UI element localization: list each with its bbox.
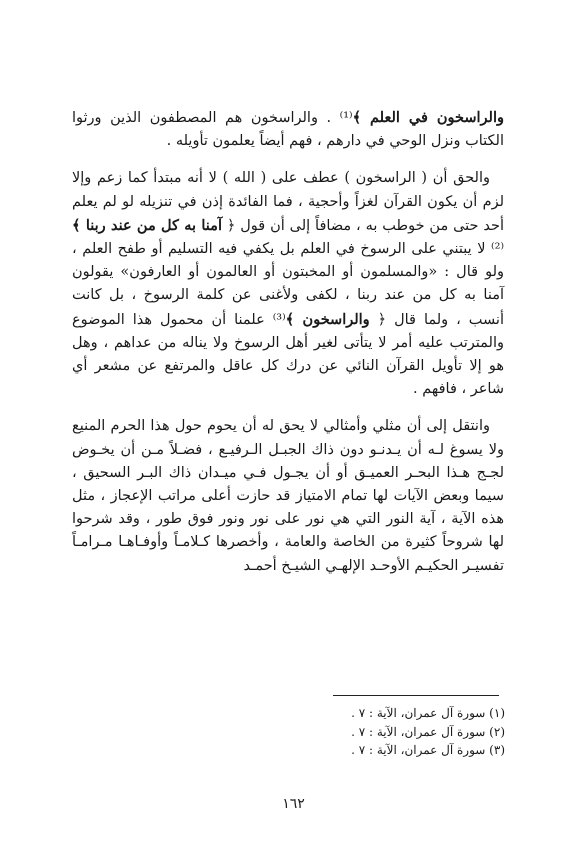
paragraph-text: ⁽³⁾ علمنا أن محمول هذا الموضوع والمترتب عليه أمر لا يتأتى لغير أهل الرسوخ ولا يناله من عداهم ، وهل هو إلا تأويل القرآن النائي عن درك كل عاقل والمرتفع عن مشعر أي شاعر ، فافهم . xyxy=(72,311,504,398)
paragraph-3 xyxy=(72,415,504,577)
footnote-2: (٢) سورة آل عمران، الآية : ٧ . xyxy=(351,724,505,739)
paragraph-text: ⁽¹⁾ . والراسخون هم المصطفون الذين ورثوا الكتاب ونزل الوحي في دارهم ، فهم أيضاً يعلمون تأويله . xyxy=(72,110,504,150)
footnote-3: (٣) سورة آل عمران، الآية : ٧ . xyxy=(351,743,505,757)
footnotes xyxy=(205,704,505,760)
quran-quote: والراسخون في العلم ﴾ xyxy=(352,109,504,126)
paragraph-text: وانتقل إلى أن مثلي وأمثالي لا يحق له أن يحوم حول هذا الحرم المنيع ولا يسوغ لـه أن يـدنـو دون ذاك الجبـل الـرفيـع ، فضـلاً مـن أن يخـوض لجـج هـذا البحـر العميـق أو أن يجـول فـي ميـدان ذاك البـر السحيق ، سيما وبعض الآيات لها تمام الامتياز قد حازت أعلى مراتب الإعجاز ، مثل هذه الآية ، آية النور التي هي نور على نور ونور فوق طور ، وقد شرحوا لها شروحاً كثيرة من الخاصة والعامة ، وأخصرها كـلامـاً وأوفـاهـا مـرامـاً تفسيـر الحكيـم الأوحـد الإلهـي الشيـخ أحمـد xyxy=(72,418,504,574)
paragraph-text: ⁽²⁾ لا يبتني على الرسوخ في العلم بل يكفي فيه التسليم أو طفح العلم ، ولو قال : «والمسلمون أو المخبتون أو العالمون أو العارفون» يقولون آمنا به كل من عند ربنا ، لكفى ولأغنى عن كلمة الرسوخ ، بل كانت أنسب ، ولما قال ﴿ xyxy=(72,241,504,328)
quran-quote: آمنا به كل من عند ربنا ﴾ xyxy=(72,216,222,234)
footnote-divider xyxy=(333,695,499,696)
paragraph-1 xyxy=(72,106,504,153)
footnote-1: (١) سورة آل عمران، الآية : ٧ . xyxy=(351,706,505,720)
main-text xyxy=(72,106,504,578)
page-number: ١٦٢ xyxy=(282,796,305,812)
paragraph-text: والحق أن ( الراسخون ) عطف على ( الله ) لا أنه مبتدأ كما زعم وإلا لزم أن يكون القرآن لغزاً وأحجية ، فما الفائدة إذن في تنزيله لو لم يعلم أحد حتى من خوطب به ، مضافاً إلى أن قول ﴿ xyxy=(72,170,505,234)
paragraph-2 xyxy=(72,167,504,401)
quran-quote: والراسخون ﴾ xyxy=(285,310,370,328)
